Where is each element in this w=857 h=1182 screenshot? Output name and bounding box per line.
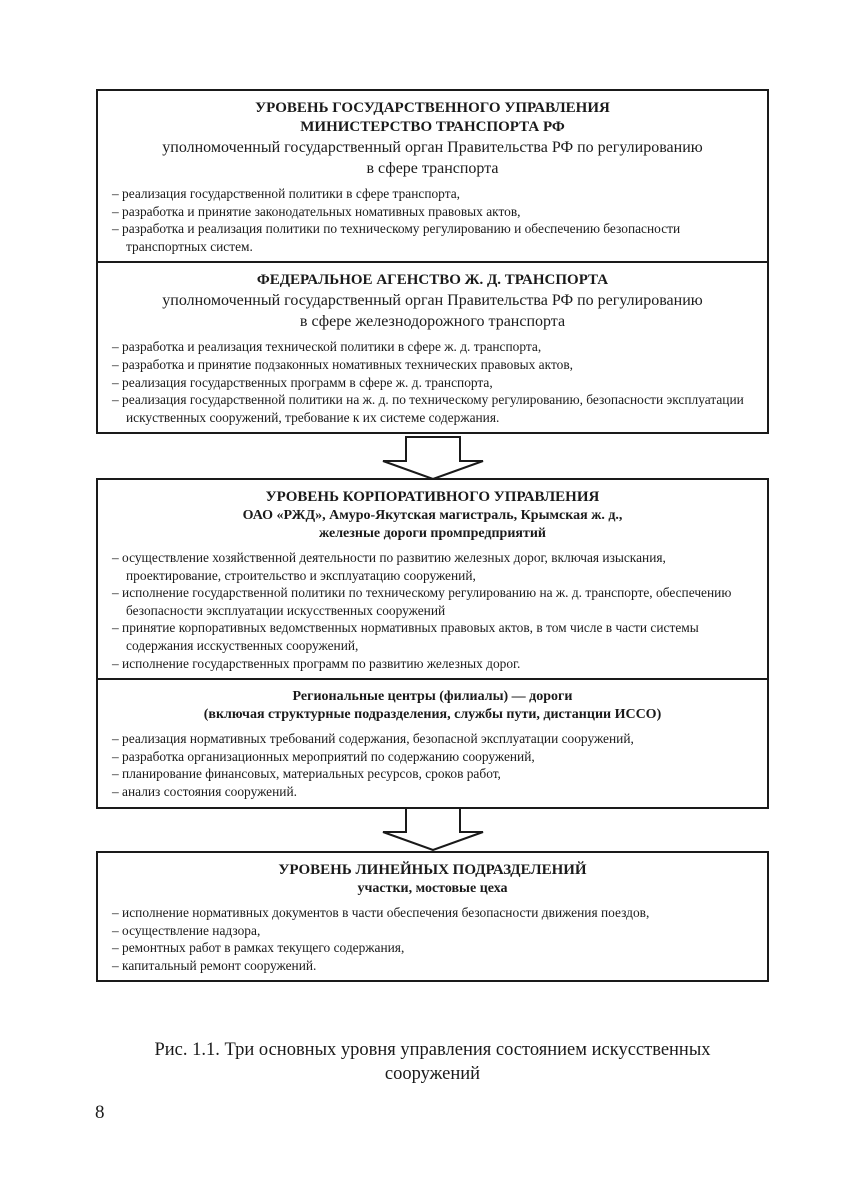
ministry-section	[98, 91, 767, 261]
corporate-subtitle-line-2: железные дороги промпредприятий	[319, 526, 546, 541]
regional-section	[98, 678, 767, 806]
list-item: – исполнение государственной политики по техническому регулированию на ж. д. транспорте, обеспечению безопасности эксплуатации искусственных сооружений	[112, 585, 732, 618]
linear-subtitle: участки, мостовые цеха	[357, 881, 508, 896]
linear-level-box	[96, 851, 769, 982]
agency-title: ФЕДЕРАЛЬНОЕ АГЕНСТВО Ж. Д. ТРАНСПОРТА	[256, 272, 609, 289]
corporate-level-box	[96, 478, 769, 809]
regional-title-line-1: Региональные центры (филиалы) — дороги	[292, 689, 573, 705]
ministry-duties-list	[112, 185, 753, 255]
list-item: – реализация государственных программ в сфере ж. д. транспорта,	[112, 374, 493, 390]
linear-section	[98, 853, 767, 980]
down-arrow-icon	[380, 436, 486, 480]
list-item: – реализация нормативных требований содержания, безопасной эксплуатации сооружений,	[112, 731, 634, 747]
list-item: – разработка и реализация технической политики в сфере ж. д. транспорта,	[112, 339, 542, 355]
list-item: – разработка и принятие подзаконных номативных технических правовых актов,	[112, 356, 573, 372]
list-item: – исполнение государственных программ по развитию железных дорог.	[112, 655, 521, 671]
agency-section	[98, 261, 767, 432]
list-item: – капитальный ремонт сооружений.	[112, 957, 317, 973]
linear-duties-list	[112, 904, 753, 974]
state-level-box	[96, 89, 769, 434]
list-item: – разработка организационных мероприятий по содержанию сооружений,	[112, 748, 535, 764]
regional-duties-list	[112, 730, 753, 800]
corporate-subtitle-line-1: ОАО «РЖД», Амуро-Якутская магистраль, Крымская ж. д.,	[242, 508, 623, 523]
ministry-desc-line-1: уполномоченный государственный орган Правительства РФ по регулированию	[162, 139, 703, 156]
list-item: – принятие корпоративных ведомственных нормативных правовых актов, в том числе в части системы содержания исскуственных сооружений,	[112, 620, 699, 653]
ministry-subtitle: МИНИСТЕРСТВО ТРАНСПОРТА РФ	[300, 119, 565, 135]
linear-title: УРОВЕНЬ ЛИНЕЙНЫХ ПОДРАЗДЕЛЕНИЙ	[278, 862, 587, 878]
regional-title-line-2: (включая структурные подразделения, службы пути, дистанции ИССО)	[203, 707, 662, 723]
list-item: – анализ состояния сооружений.	[112, 783, 297, 799]
list-item: – разработка и реализация политики по техническому регулированию и обеспечению безопасности транспортных систем.	[112, 221, 681, 254]
list-item: – реализация государственной политики на ж. д. по техническому регулированию, безопасности эксплуатации искуственных сооружений, требование к их системе содержания.	[112, 392, 744, 425]
ministry-desc-line-2: в сфере транспорта	[366, 160, 499, 177]
corporate-title: УРОВЕНЬ КОРПОРАТИВНОГО УПРАВЛЕНИЯ	[265, 489, 600, 505]
list-item: – ремонтных работ в рамках текущего содержания,	[112, 940, 405, 956]
list-item: – осуществление хозяйственной деятельности по развитию железных дорог, включая изыскания, проектирование, строительство и эксплуатацию сооружений,	[112, 550, 666, 583]
agency-desc-line-1: уполномоченный государственный орган Правительства РФ по регулированию	[162, 292, 703, 310]
ministry-title: УРОВЕНЬ ГОСУДАРСТВЕННОГО УПРАВЛЕНИЯ	[255, 100, 610, 116]
list-item: – реализация государственной политики в сфере транспорта,	[112, 186, 461, 201]
page-number: 8	[95, 1102, 105, 1123]
agency-duties-list	[112, 338, 753, 426]
list-item: – планирование финансовых, материальных ресурсов, сроков работ,	[112, 766, 501, 782]
figure-caption: Рис. 1.1. Три основных уровня управления состоянием искусственных сооружений	[154, 1040, 711, 1084]
corporate-section	[98, 480, 767, 678]
list-item: – исполнение нормативных документов в части обеспечения безопасности движения поездов,	[112, 905, 650, 920]
down-arrow-icon	[380, 807, 486, 851]
agency-desc-line-2: в сфере железнодорожного транспорта	[299, 313, 566, 331]
list-item: – осуществление надзора,	[112, 922, 261, 938]
corporate-duties-list	[112, 549, 753, 672]
list-item: – разработка и принятие законодательных номативных правовых актов,	[112, 203, 521, 219]
